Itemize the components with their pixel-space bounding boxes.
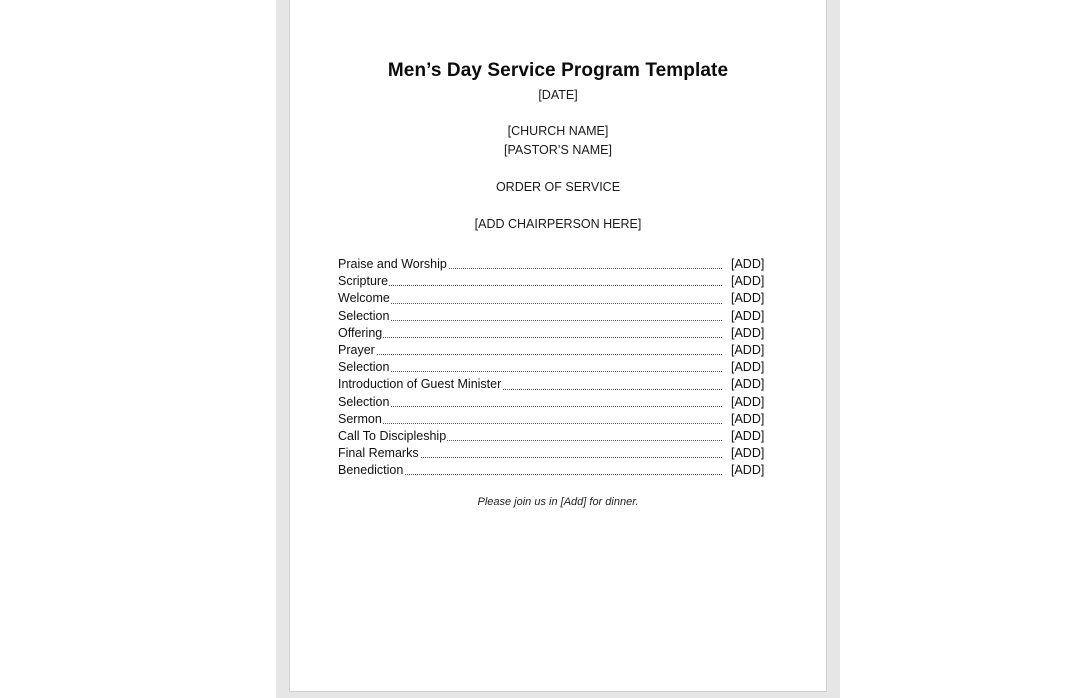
program-row-call-to-discipleship — [338, 428, 768, 445]
program-item-value: [ADD] — [731, 428, 765, 443]
program-item-label: Selection — [338, 394, 390, 409]
order-of-service-heading: ORDER OF SERVICE — [495, 180, 621, 194]
dot-leader — [338, 371, 722, 372]
program-row-selection — [338, 308, 768, 325]
document-title: Men’s Day Service Program Template — [387, 60, 729, 81]
program-item-label: Praise and Worship — [338, 257, 447, 271]
program-item-value: [ADD] — [731, 377, 765, 392]
program-row-selection — [338, 394, 768, 411]
dot-leader — [338, 406, 722, 407]
program-item-value: [ADD] — [731, 325, 765, 340]
dot-leader — [338, 303, 722, 304]
program-item-label: Sermon — [338, 411, 382, 426]
program-item-label: Selection — [338, 308, 390, 323]
program-row-prayer — [338, 342, 768, 359]
program-item-value: [ADD] — [731, 360, 765, 375]
program-item-label: Prayer — [338, 342, 375, 357]
program-item-label: Selection — [338, 360, 390, 375]
program-row-offering — [338, 325, 768, 342]
program-row-final-remarks — [338, 445, 768, 462]
church-name: [CHURCH NAME] — [507, 124, 609, 138]
program-item-value: [ADD] — [731, 411, 765, 426]
program-item-value: [ADD] — [731, 274, 765, 289]
program-row-praise-and-worship — [338, 256, 768, 273]
program-row-sermon — [338, 411, 768, 428]
pastor-name: [PASTOR’S NAME] — [504, 143, 612, 157]
program-item-value: [ADD] — [731, 291, 765, 306]
dinner-invitation-note: Please join us in [Add] for dinner. — [477, 496, 639, 508]
program-row-welcome — [338, 290, 768, 307]
order-of-service-list — [338, 256, 768, 479]
program-item-value: [ADD] — [731, 463, 765, 478]
program-item-label: Scripture — [338, 274, 389, 289]
program-item-label: Final Remarks — [338, 446, 419, 461]
program-item-value: [ADD] — [731, 257, 765, 271]
program-row-introduction-of-guest-minister — [338, 376, 768, 393]
document-page — [289, 0, 827, 692]
program-row-scripture — [338, 273, 768, 290]
program-item-value: [ADD] — [731, 342, 765, 357]
program-item-value: [ADD] — [731, 308, 765, 323]
program-item-label: Call To Discipleship — [338, 428, 447, 443]
dot-leader — [338, 320, 722, 321]
service-date: [DATE] — [538, 88, 578, 102]
program-row-selection — [338, 359, 768, 376]
program-item-label: Welcome — [338, 291, 390, 306]
program-row-benediction — [338, 462, 768, 479]
chairperson: [ADD CHAIRPERSON HERE] — [474, 217, 642, 231]
dot-leader — [338, 423, 722, 424]
dot-leader — [338, 337, 722, 338]
program-item-value: [ADD] — [731, 394, 765, 409]
program-item-value: [ADD] — [731, 446, 765, 461]
dot-leader — [338, 354, 722, 355]
dot-leader — [338, 285, 722, 286]
program-item-label: Benediction — [338, 463, 404, 478]
program-item-label: Offering — [338, 325, 383, 340]
program-item-label: Introduction of Guest Minister — [338, 377, 502, 392]
